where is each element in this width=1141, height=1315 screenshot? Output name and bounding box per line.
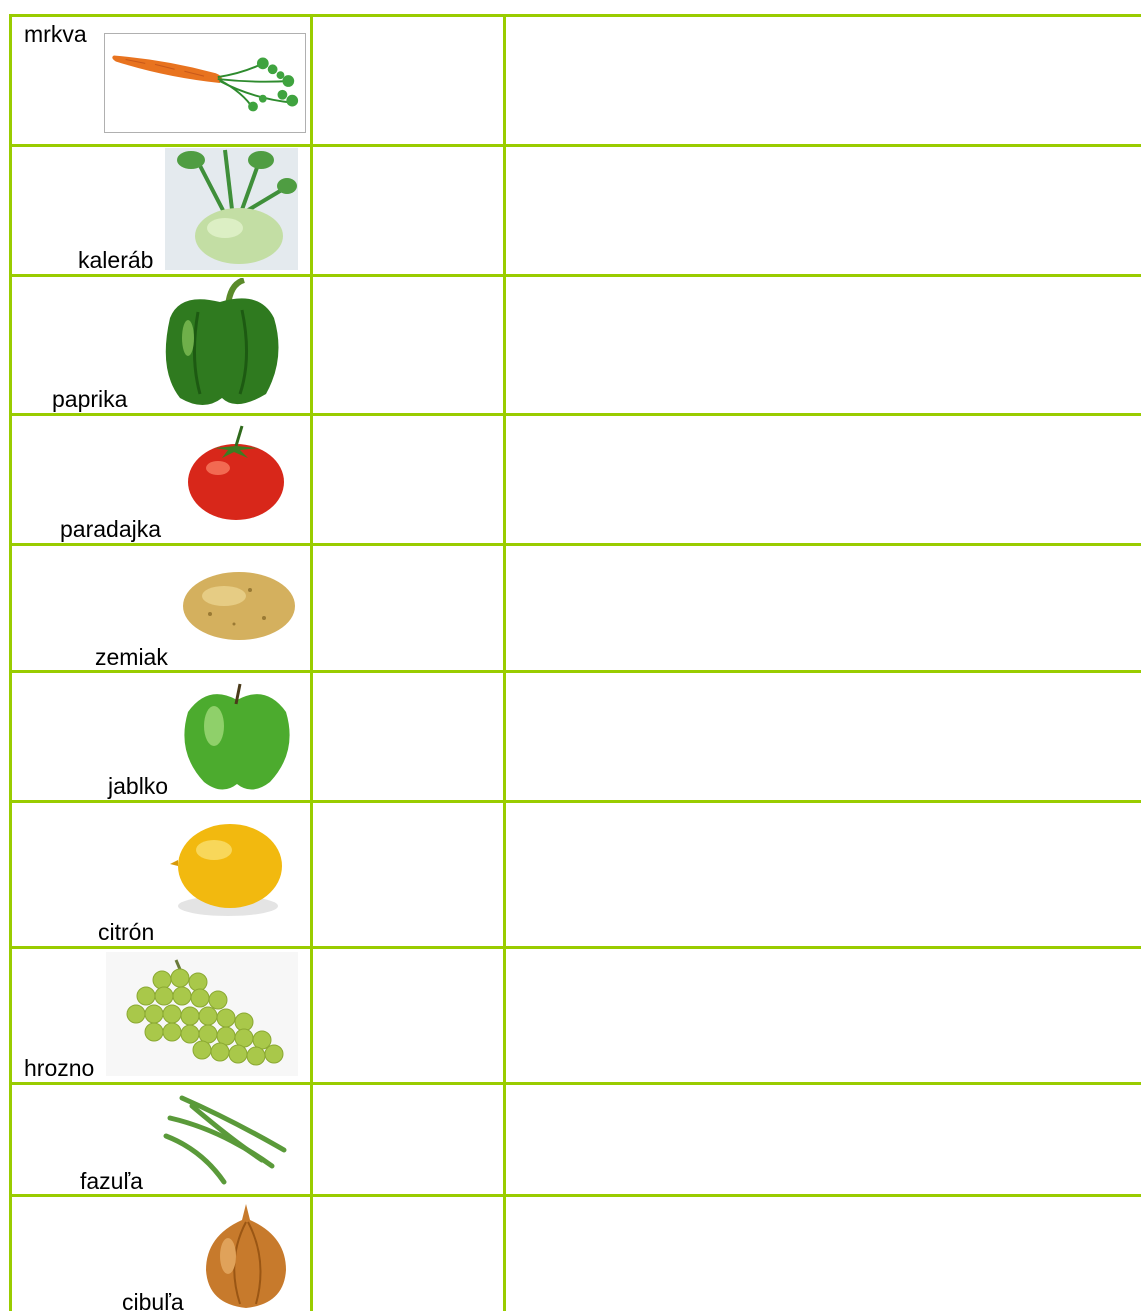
potato-image [180,568,298,644]
onion-image [196,1200,296,1311]
row-label-mrkva: mrkva [24,21,87,47]
row-label-zemiak: zemiak [95,644,168,670]
row-divider [9,946,1141,949]
column-divider [503,14,506,1311]
row-divider [9,543,1141,546]
column-divider [9,14,12,1311]
column-divider [310,14,313,1311]
row-divider [9,274,1141,277]
row-divider [9,413,1141,416]
row-label-paprika: paprika [52,386,128,412]
row-label-fazula: fazuľa [80,1168,143,1194]
row-divider [9,670,1141,673]
row-label-jablko: jablko [108,773,169,799]
table-border-top [9,14,1141,17]
row-label-cibula: cibuľa [122,1289,184,1315]
row-divider [9,800,1141,803]
lemon-image [164,810,288,922]
tomato-image [184,424,288,522]
green-beans-image [162,1090,290,1188]
row-divider [9,1082,1141,1085]
row-label-citron: citrón [98,919,155,945]
row-divider [9,1194,1141,1197]
row-divider [9,144,1141,147]
row-label-hrozno: hrozno [24,1055,95,1081]
grapes-image [106,952,298,1076]
green-apple-image [178,678,296,794]
row-label-kalerab: kaleráb [78,247,154,273]
carrot-image [104,33,306,133]
kohlrabi-image [165,148,298,270]
row-label-paradajka: paradajka [60,516,162,542]
green-pepper-image [140,278,298,409]
